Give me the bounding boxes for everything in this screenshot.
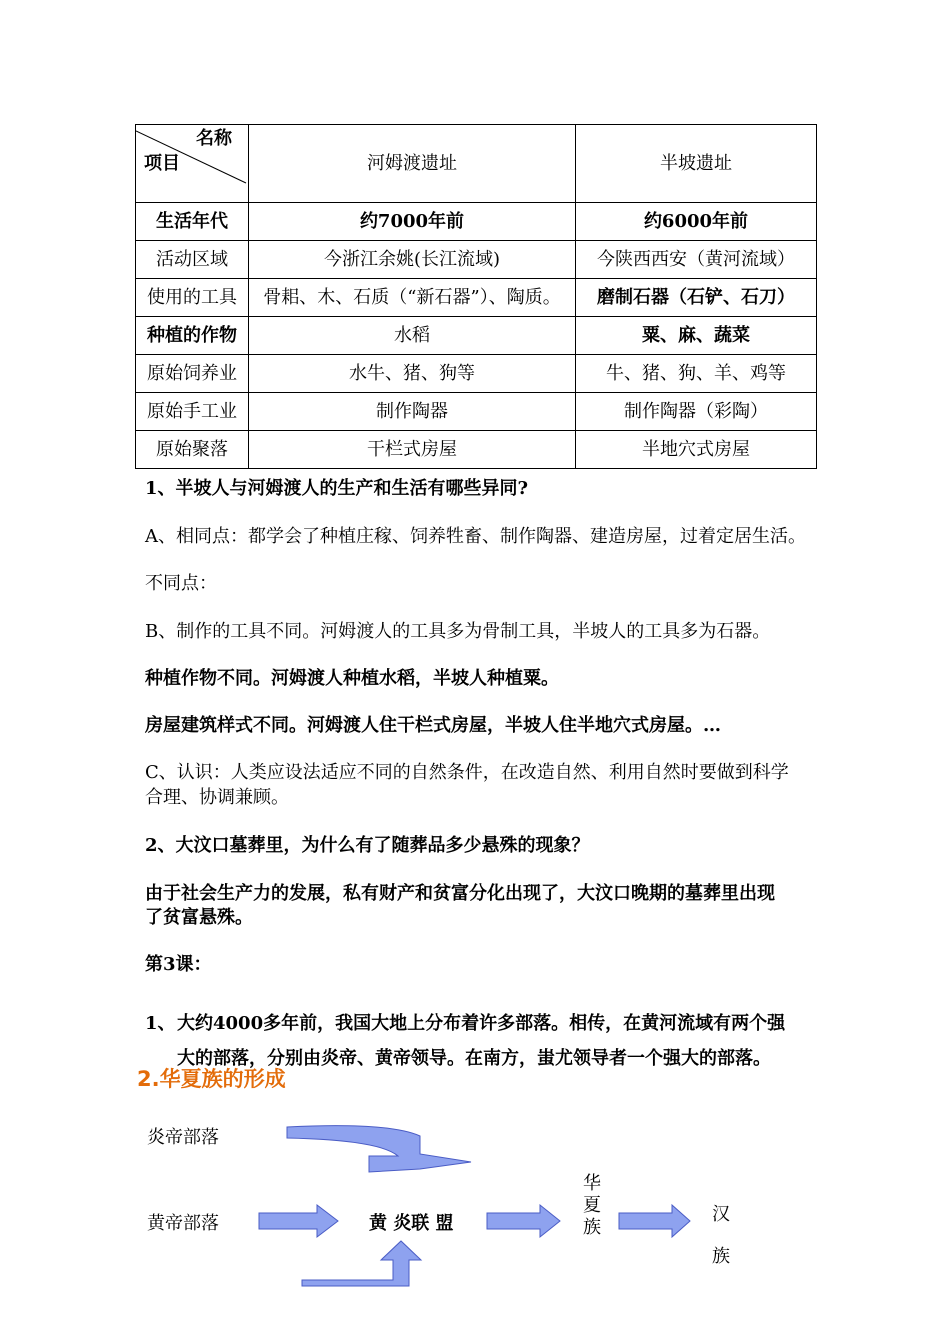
corner-top-label: 名称 bbox=[196, 128, 232, 149]
answer-b-tools: B、制作的工具不同。河姆渡人的工具多为骨制工具，半坡人的工具多为石器。 bbox=[145, 621, 771, 642]
row-label: 活动区域 bbox=[136, 241, 249, 279]
cell-hemudu: 制作陶器 bbox=[249, 393, 576, 431]
diagram-heading: 2.华夏族的形成 bbox=[137, 1067, 286, 1091]
cell-hemudu: 骨耜、木、石质（“新石器”）、陶质。 bbox=[249, 279, 576, 317]
comparison-table bbox=[135, 124, 817, 469]
arrow-to-huaxia bbox=[487, 1205, 560, 1237]
answer-2-line-1: 由于社会生产力的发展，私有财产和贫富分化出现了，大汶口晚期的墓葬里出现 bbox=[145, 883, 775, 904]
column-header-hemudu: 河姆渡遗址 bbox=[249, 125, 576, 203]
lesson-heading: 第3课： bbox=[145, 954, 212, 975]
row-label: 原始聚落 bbox=[136, 431, 249, 469]
table-header-row bbox=[136, 125, 817, 203]
row-label: 种植的作物 bbox=[136, 317, 249, 355]
table-row bbox=[136, 317, 817, 355]
question-2: 2、大汶口墓葬里，为什么有了随葬品多少悬殊的现象？ bbox=[145, 835, 590, 856]
yandi-tribe-label: 炎帝部落 bbox=[147, 1127, 219, 1148]
cell-banpo: 半地穴式房屋 bbox=[576, 431, 817, 469]
item-1-number: 1、 bbox=[145, 1013, 176, 1034]
item-1-line-2: 大的部落，分别由炎帝、黄帝领导。在南方，蚩尤领导者一个强大的部落。 bbox=[177, 1048, 771, 1069]
huaxia-label: 华 夏 族 bbox=[583, 1173, 601, 1238]
cell-banpo: 今陕西西安（黄河流域） bbox=[576, 241, 817, 279]
answer-a: A、相同点：都学会了种植庄稼、饲养牲畜、制作陶器、建造房屋，过着定居生活。 bbox=[145, 526, 806, 547]
cell-hemudu: 水稻 bbox=[249, 317, 576, 355]
answer-b-houses: 房屋建筑样式不同。河姆渡人住干栏式房屋，半坡人住半地穴式房屋。… bbox=[145, 715, 721, 736]
alliance-label: 黄 炎联 盟 bbox=[369, 1213, 454, 1234]
corner-header-cell bbox=[136, 125, 249, 203]
cell-hemudu: 水牛、猪、狗等 bbox=[249, 355, 576, 393]
answer-c-line-2: 合理、协调兼顾。 bbox=[145, 787, 289, 808]
row-label: 使用的工具 bbox=[136, 279, 249, 317]
cell-banpo: 粟、麻、蔬菜 bbox=[576, 317, 817, 355]
cell-banpo: 牛、猪、狗、羊、鸡等 bbox=[576, 355, 817, 393]
differences-heading: 不同点： bbox=[145, 573, 217, 594]
han-label-bottom: 族 bbox=[712, 1246, 730, 1267]
cell-hemudu: 今浙江余姚(长江流域) bbox=[249, 241, 576, 279]
table-row bbox=[136, 279, 817, 317]
item-1-line-1: 大约4000多年前，我国大地上分布着许多部落。相传，在黄河流域有两个强 bbox=[177, 1013, 786, 1034]
table-row bbox=[136, 203, 817, 241]
answer-2-line-2: 了贫富悬殊。 bbox=[145, 907, 253, 928]
arrow-to-han bbox=[619, 1205, 690, 1237]
column-header-banpo: 半坡遗址 bbox=[576, 125, 817, 203]
han-label-top: 汉 bbox=[712, 1204, 730, 1225]
bent-arrow-top bbox=[287, 1126, 471, 1172]
bent-arrow-bottom bbox=[302, 1241, 421, 1286]
question-1: 1、半坡人与河姆渡人的生产和生活有哪些异同? bbox=[145, 478, 529, 499]
answer-c-line-1: C、认识：人类应设法适应不同的自然条件，在改造自然、利用自然时要做到科学 bbox=[145, 762, 789, 783]
cell-hemudu: 约7000年前 bbox=[249, 203, 576, 241]
answer-b-crops: 种植作物不同。河姆渡人种植水稻，半坡人种植粟。 bbox=[145, 668, 559, 689]
cell-banpo: 约6000年前 bbox=[576, 203, 817, 241]
table-row bbox=[136, 241, 817, 279]
corner-bottom-label: 项目 bbox=[144, 153, 180, 174]
table-row bbox=[136, 355, 817, 393]
diagram-arrows bbox=[0, 1110, 950, 1344]
table-row bbox=[136, 393, 817, 431]
row-label: 生活年代 bbox=[136, 203, 249, 241]
row-label: 原始饲养业 bbox=[136, 355, 249, 393]
cell-banpo: 磨制石器（石铲、石刀） bbox=[576, 279, 817, 317]
huangdi-tribe-label: 黄帝部落 bbox=[147, 1213, 219, 1234]
table-row bbox=[136, 431, 817, 469]
cell-hemudu: 干栏式房屋 bbox=[249, 431, 576, 469]
arrow-huangdi bbox=[259, 1205, 338, 1237]
row-label: 原始手工业 bbox=[136, 393, 249, 431]
cell-banpo: 制作陶器（彩陶） bbox=[576, 393, 817, 431]
